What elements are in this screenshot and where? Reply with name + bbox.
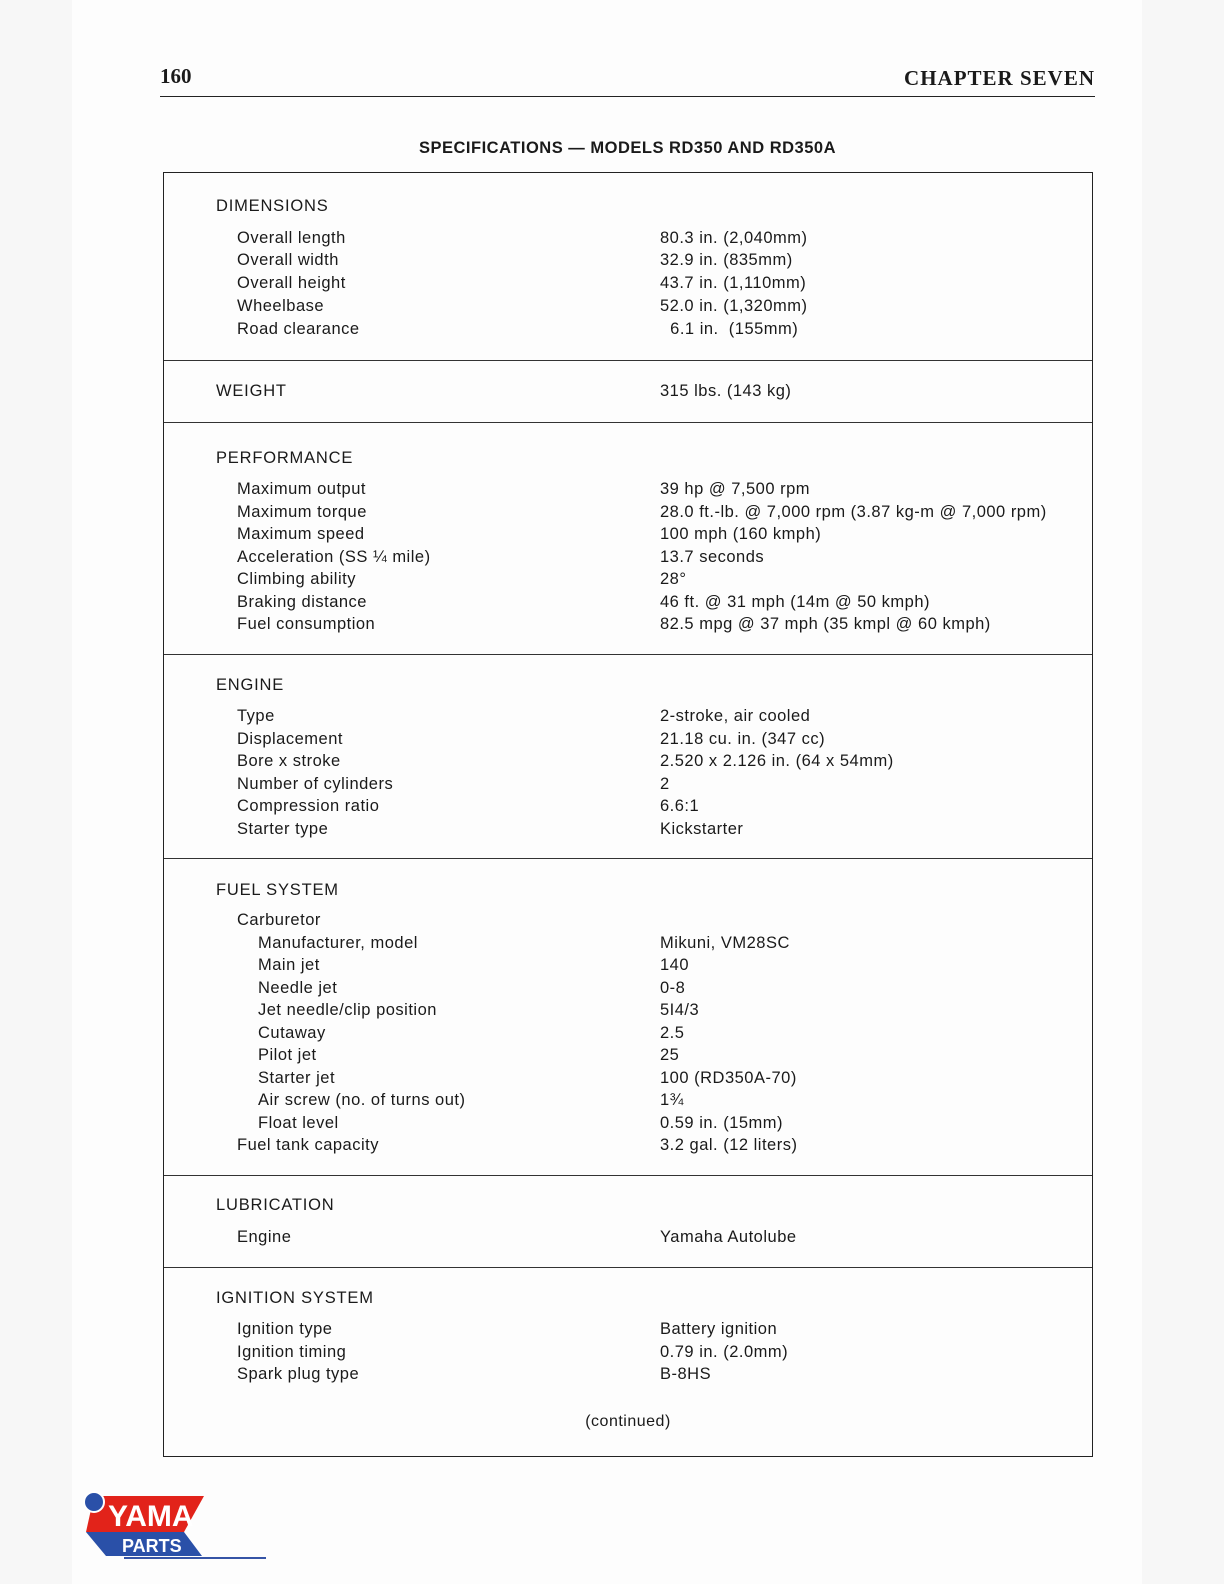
spec-row [164, 1228, 1092, 1250]
spec-value: 6.1 in. (155mm) [660, 320, 799, 338]
continued-note: (continued) [585, 1413, 671, 1430]
spec-row [164, 956, 1092, 978]
section-lubrication [164, 1176, 1092, 1268]
spec-value: 21.18 cu. in. (347 cc) [660, 730, 826, 748]
section-title: PERFORMANCE [216, 449, 354, 467]
logo-text-top: YAMA [108, 1500, 194, 1533]
spec-value: 32.9 in. (835mm) [660, 251, 793, 269]
spec-row [164, 480, 1092, 502]
section-title: WEIGHT [216, 382, 287, 400]
section-ignition-system [164, 1268, 1092, 1456]
spec-label: Needle jet [258, 979, 338, 997]
section-title: LUBRICATION [216, 1196, 335, 1214]
spec-row [164, 548, 1092, 570]
spec-row [164, 1046, 1092, 1068]
spec-label: Number of cylinders [237, 775, 394, 793]
spec-value: 13.7 seconds [660, 548, 765, 566]
spec-label: Maximum output [237, 480, 366, 498]
spec-value: 1¾ [660, 1091, 684, 1109]
section-title: FUEL SYSTEM [216, 881, 339, 899]
spec-row [164, 570, 1092, 592]
spec-value: B-8HS [660, 1365, 712, 1383]
spec-row [164, 1091, 1092, 1113]
spec-label: Road clearance [237, 320, 360, 338]
spec-label: Pilot jet [258, 1046, 317, 1064]
spec-label: Displacement [237, 730, 343, 748]
spec-label: Compression ratio [237, 797, 380, 815]
spec-value: 25 [660, 1046, 680, 1064]
spec-row [164, 979, 1092, 1001]
spec-row [164, 593, 1092, 615]
spec-label: Manufacturer, model [258, 934, 418, 952]
spec-row [164, 503, 1092, 525]
spec-row [164, 707, 1092, 729]
spec-value: 5I4/3 [660, 1001, 700, 1019]
spec-label: Float level [258, 1114, 339, 1132]
spec-label: Carburetor [237, 911, 321, 929]
spec-value: 315 lbs. (143 kg) [660, 382, 792, 400]
spec-value: 100 mph (160 kmph) [660, 525, 822, 543]
spec-label: Bore x stroke [237, 752, 341, 770]
logo-text-bottom: PARTS [122, 1536, 182, 1556]
spec-value: 0.59 in. (15mm) [660, 1114, 784, 1132]
section-performance [164, 423, 1092, 655]
section-engine [164, 655, 1092, 859]
spec-label: Overall length [237, 229, 346, 247]
spec-row [164, 320, 1092, 342]
spec-label: Overall width [237, 251, 339, 269]
spec-label: Spark plug type [237, 1365, 360, 1383]
spec-row [164, 752, 1092, 774]
spec-value: 2 [660, 775, 670, 793]
spec-value: 80.3 in. (2,040mm) [660, 229, 808, 247]
spec-value: 2-stroke, air cooled [660, 707, 811, 725]
spec-value: 3.2 gal. (12 liters) [660, 1136, 798, 1154]
section-title: DIMENSIONS [216, 197, 329, 215]
spec-value: Yamaha Autolube [660, 1228, 797, 1246]
spec-label: Braking distance [237, 593, 367, 611]
spec-row [164, 730, 1092, 752]
spec-row [164, 1343, 1092, 1365]
spec-label: Fuel consumption [237, 615, 376, 633]
spec-value: 6.6:1 [660, 797, 700, 815]
spec-value: 28° [660, 570, 687, 588]
spec-value: 43.7 in. (1,110mm) [660, 274, 807, 292]
spec-value: 0.79 in. (2.0mm) [660, 1343, 789, 1361]
spec-row [164, 615, 1092, 637]
spec-row [164, 1024, 1092, 1046]
spec-label: Jet needle/clip position [258, 1001, 437, 1019]
chapter-title: CHAPTER SEVEN [904, 66, 1095, 90]
spec-label: Ignition timing [237, 1343, 347, 1361]
spec-label: Ignition type [237, 1320, 333, 1338]
spec-row [164, 820, 1092, 842]
section-title: IGNITION SYSTEM [216, 1289, 374, 1307]
spec-row [164, 525, 1092, 547]
tuning-fork-emblem-icon [84, 1492, 104, 1512]
spec-row [164, 775, 1092, 797]
spec-row [164, 1001, 1092, 1023]
spec-label: Engine [237, 1228, 292, 1246]
spec-label: Main jet [258, 956, 320, 974]
spec-value: Kickstarter [660, 820, 744, 838]
spec-value: 2.5 [660, 1024, 685, 1042]
section-dimensions [164, 173, 1092, 361]
spec-value: Battery ignition [660, 1320, 778, 1338]
spec-value: 52.0 in. (1,320mm) [660, 297, 808, 315]
spec-row [164, 911, 1092, 933]
spec-row [164, 251, 1092, 273]
spec-value: 140 [660, 956, 690, 974]
page-number: 160 [160, 64, 192, 88]
spec-label: Cutaway [258, 1024, 326, 1042]
spec-value: 2.520 x 2.126 in. (64 x 54mm) [660, 752, 894, 770]
spec-row [164, 229, 1092, 251]
spec-label: Starter type [237, 820, 329, 838]
spec-row [164, 382, 1092, 404]
spec-value: 39 hp @ 7,500 rpm [660, 480, 810, 498]
spec-row [164, 1114, 1092, 1136]
spec-label: Climbing ability [237, 570, 356, 588]
spec-label: Type [237, 707, 275, 725]
spec-row [164, 1365, 1092, 1387]
spec-label: Overall height [237, 274, 346, 292]
spec-label: Maximum speed [237, 525, 365, 543]
section-fuel-system [164, 859, 1092, 1176]
spec-label: Maximum torque [237, 503, 367, 521]
spec-value: 82.5 mpg @ 37 mph (35 kmpl @ 60 kmph) [660, 615, 991, 633]
spec-value: 28.0 ft.-lb. @ 7,000 rpm (3.87 kg-m @ 7,000 rpm) [660, 503, 1047, 521]
spec-value: 100 (RD350A-70) [660, 1069, 797, 1087]
section-weight [164, 361, 1092, 423]
spec-row [164, 1136, 1092, 1158]
logo-underline [124, 1557, 266, 1559]
specifications-table [163, 172, 1093, 1457]
spec-row [164, 1069, 1092, 1091]
spec-value: 0-8 [660, 979, 686, 997]
spec-row [164, 797, 1092, 819]
spec-row [164, 297, 1092, 319]
section-title: ENGINE [216, 676, 285, 694]
spec-label: Wheelbase [237, 297, 325, 315]
yamaparts-logo [82, 1490, 212, 1560]
spec-row [164, 1320, 1092, 1342]
specifications-title: SPECIFICATIONS — MODELS RD350 AND RD350A [419, 139, 836, 157]
spec-value: 46 ft. @ 31 mph (14m @ 50 kmph) [660, 593, 931, 611]
spec-row [164, 274, 1092, 296]
spec-label: Starter jet [258, 1069, 336, 1087]
spec-value: Mikuni, VM28SC [660, 934, 790, 952]
page-header [160, 64, 1095, 97]
spec-label: Fuel tank capacity [237, 1136, 379, 1154]
spec-label: Acceleration (SS ¼ mile) [237, 548, 431, 566]
spec-label: Air screw (no. of turns out) [258, 1091, 466, 1109]
spec-row [164, 934, 1092, 956]
